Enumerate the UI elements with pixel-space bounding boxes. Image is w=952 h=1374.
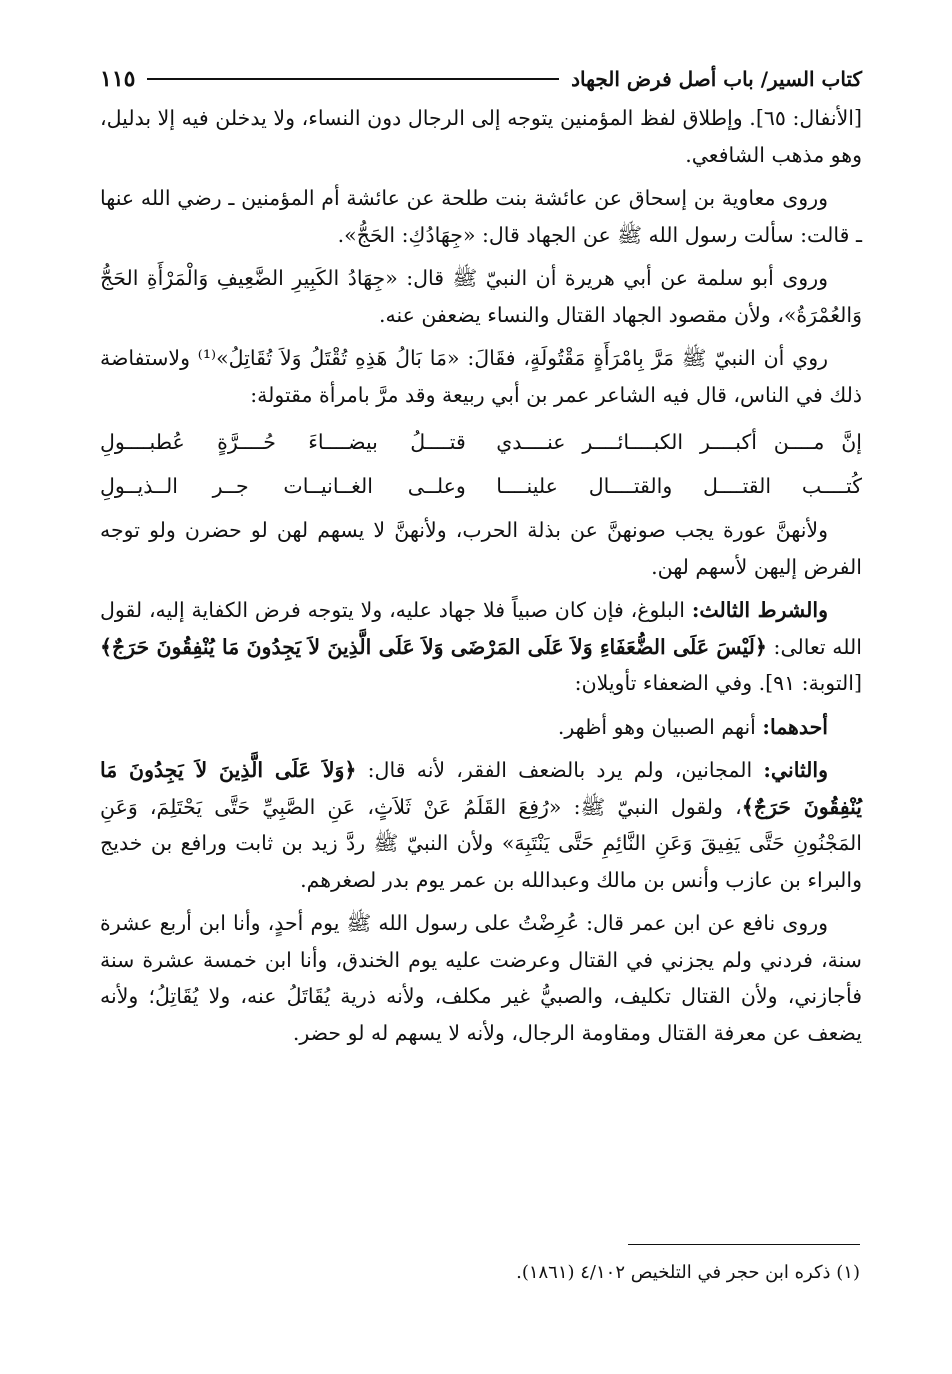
- page-number: ١١٥: [100, 66, 136, 92]
- main-text: [100, 100, 862, 1058]
- paragraph-8-lead: والثاني:: [763, 758, 828, 782]
- paragraph-6-lead: والشرط الثالث:: [691, 598, 828, 622]
- verse-2-first-hemistich: كُتــــب القتــــل والقتــــال علينــــا: [496, 473, 862, 498]
- paragraph-7-lead: أحدهما:: [762, 714, 828, 739]
- running-header: [100, 62, 862, 96]
- poem-verse-1: [100, 420, 862, 464]
- paragraph-6: [100, 592, 862, 702]
- paragraph-5: ولأنهنَّ عورة يجب صونهنَّ عن بذلة الحرب، ولأنهنَّ لا يسهم لهن لو حضرن ولو توجه الفرض إليهن لأسهم لهن.: [100, 518, 862, 579]
- paragraph-8-tail: ، ولقول النبيّ ﷺ: «رُفِعَ القَلَمُ عَنْ ثَلاَثٍ، عَنِ الصَّبِيِّ حَتَّى يَحْتَلِمَ، وَعَنِ المَجْنُونِ حَتَّى يَفِيقَ وَعَنِ النَّائِمِ حَتَّى يَنْتَبِهَ» ولأن النبيّ ﷺ ردَّ زيد بن ثابت ورافع بن خديج والبراء بن عازب وأنس بن مالك وعبدالله بن عمر يوم بدر لصغرهم.: [100, 794, 862, 892]
- quran-verse-quote: ﴿وَلاَ عَلَى الَّذِينَ لاَ يَجِدُونَ مَا يُنْفِقُونَ حَرَجٌ﴾: [100, 758, 862, 819]
- poem-verse-2: [100, 464, 862, 508]
- header-rule: [147, 78, 559, 80]
- chapter-title: كتاب السير/ باب أصل فرض الجهاد: [571, 67, 862, 91]
- paragraph-3: وروى أبو سلمة عن أبي هريرة أن النبيّ ﷺ قال: «جِهَادُ الكَبِيرِ الضَّعِيفِ وَالْمَرْأَةِ الحَجُّ وَالعُمْرَةُ»، ولأن مقصود الجهاد القتال والنساء يضعفن عنه.: [100, 266, 862, 327]
- paragraph-4: روي أن النبيّ ﷺ مَرَّ بِامْرَأَةٍ مَقْتُولَةٍ، فقَالَ: «مَا بَالُ هَذِهِ تُقْتَلُ وَلاَ تُقَاتِلُ»⁽¹⁾ ولاستفاضة ذلك في الناس، قال فيه الشاعر عمر بن أبي ربيعة وقد مرَّ بامرأة مقتولة:: [100, 346, 862, 407]
- paragraph-6-text: البلوغ، فإن كان صبياً فلا جهاد عليه، ولا يتوجه فرض الكفاية إليه، لقول الله تعالى:: [100, 598, 862, 659]
- paragraph-7-text: أنهم الصبيان وهو أظهر.: [557, 714, 763, 739]
- paragraph-7: [100, 709, 862, 746]
- paragraph-2: وروى معاوية بن إسحاق عن عائشة بنت طلحة عن عائشة أم المؤمنين ـ رضي الله عنها ـ قالت: سألت رسول الله ﷺ عن الجهاد قال: «جِهَادُكِ: الحَجُّ».: [100, 186, 862, 247]
- paragraph-8: [100, 752, 862, 898]
- paragraph-8-text: المجانين، ولم يرد بالضعف الفقر، لأنه قال:: [356, 758, 764, 782]
- paragraph-9: وروى نافع عن ابن عمر قال: عُرِضْتُ على رسول الله ﷺ يوم أحدٍ، وأنا ابن أربع عشرة سنة، فردني ولم يجزني في القتال وعرضت عليه يوم الخندق، وأنا ابن خمسة عشرة سنة فأجازني، ولأن القتال تكليف، والصبيُّ غير مكلف، ولأنه ذرية يُقَاتَلُ عنه، ولا يُقَاتِلُ؛ ولأنه يضعف عن معرفة القتال ومقاومة الرجال، ولأنه لا يسهم له لو حضر.: [100, 911, 862, 1045]
- paragraph-1: [الأنفال: ٦٥]. وإطلاق لفظ المؤمنين يتوجه إلى الرجال دون النساء، ولا يدخلن فيه إلا بدليل، وهو مذهب الشافعي.: [100, 106, 862, 167]
- quran-verse-tawbah: ﴿لَيْسَ عَلَى الضُّعَفَاءِ وَلاَ عَلَى المَرْضَى وَلاَ عَلَى الَّذِينَ لاَ يَجِدُونَ مَا يُنْفِقُونَ حَرَجٌ﴾: [100, 634, 767, 659]
- paragraph-6-tail: [التوبة: ٩١]. وفي الضعفاء تأويلان:: [574, 671, 862, 695]
- verse-1-first-hemistich: إنَّ مــــن أكبــــر الكبــــائــــر عنــــدي: [496, 429, 862, 454]
- verse-2-second-hemistich: وعلــى الغــانيــات جــر الــذيــولِ: [100, 473, 466, 498]
- verse-1-second-hemistich: قتــــلُ بيضــــاءَ حُــــرَّةٍ عُطبــــولِ: [100, 429, 466, 454]
- footnote-rule: [628, 1244, 860, 1245]
- footnote: (١) ذكره ابن حجر في التلخيص ٤/١٠٢ (١٨٦١).: [516, 1262, 860, 1283]
- poem: [100, 420, 862, 508]
